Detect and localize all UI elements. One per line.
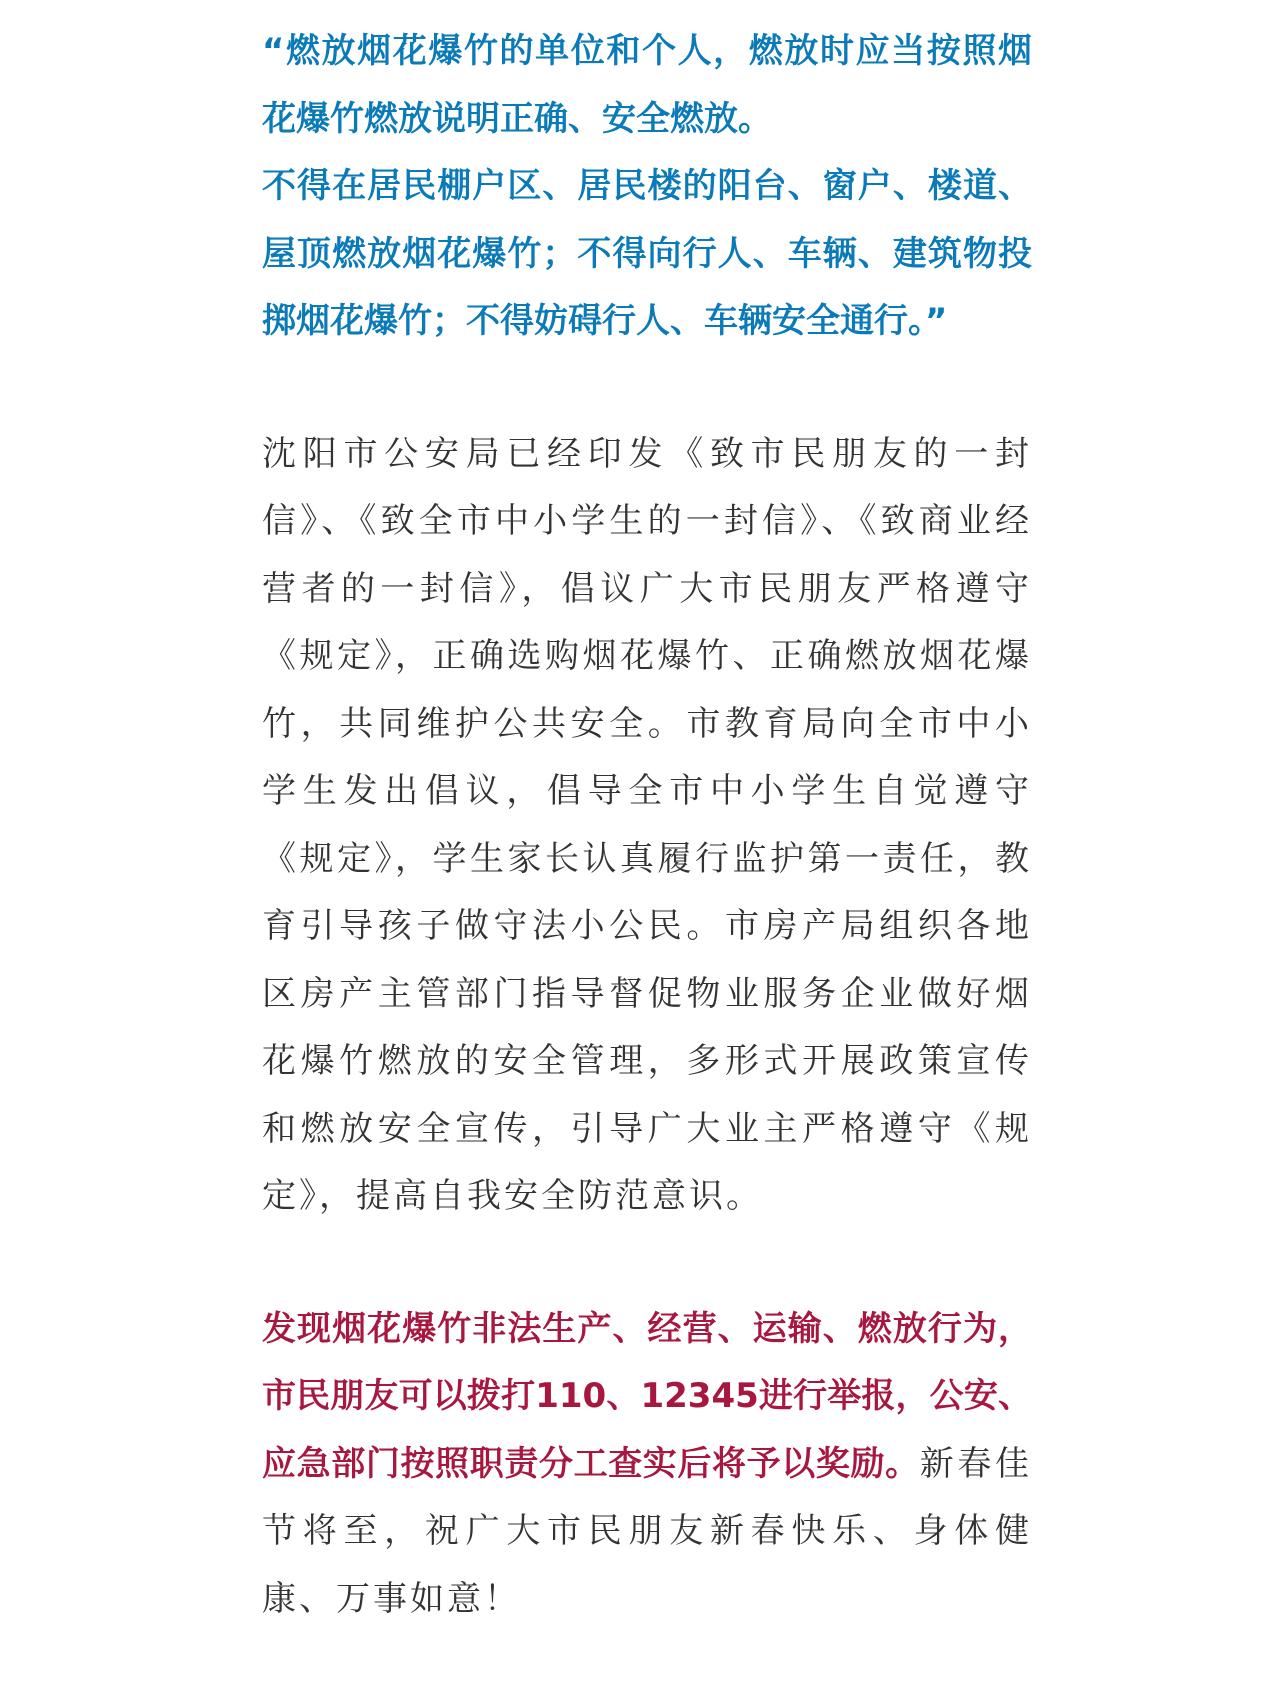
greeting-text: 新春佳节将至，祝广大市民朋友新春快乐、身体健康、万事如意！: [262, 1443, 1033, 1619]
body-paragraph: 沈阳市公安局已经印发《致市民朋友的一封信》、《致全市中小学生的一封信》、《致商业经营者的一封信》，倡议广大市民朋友严格遵守《规定》，正确选购烟花爆竹、正确燃放烟花爆竹，共同维护公共安全。市教育局向全市中小学生发出倡议，倡导全市中小学生自觉遵守《规定》，学生家长认真履行监护第一责任，教育引导孩子做守法小公民。市房产局组织各地区房产主管部门指导督促物业服务企业做好烟花爆竹燃放的安全管理，多形式开展政策宣传和燃放安全宣传，引导广大业主严格遵守《规定》，提高自我安全防范意识。: [262, 433, 1032, 1216]
article: [262, 18, 1032, 1633]
quote-line-2: 不得在居民棚户区、居民楼的阳台、窗户、楼道、屋顶燃放烟花爆竹；不得向行人、车辆、建筑物投掷烟花爆竹；不得妨碍行人、车辆安全通行。”: [262, 166, 1032, 341]
regulation-quote: [262, 18, 1032, 356]
quote-line-1: “燃放烟花爆竹的单位和个人，燃放时应当按照烟花爆竹燃放说明正确、安全燃放。: [262, 31, 1032, 139]
report-highlight: 发现烟花爆竹非法生产、经营、运输、燃放行为，市民朋友可以拨打110、12345进行举报，公安、应急部门按照职责分工查实后将予以奖励。: [262, 1308, 1032, 1484]
closing-paragraph: [262, 1296, 1032, 1634]
